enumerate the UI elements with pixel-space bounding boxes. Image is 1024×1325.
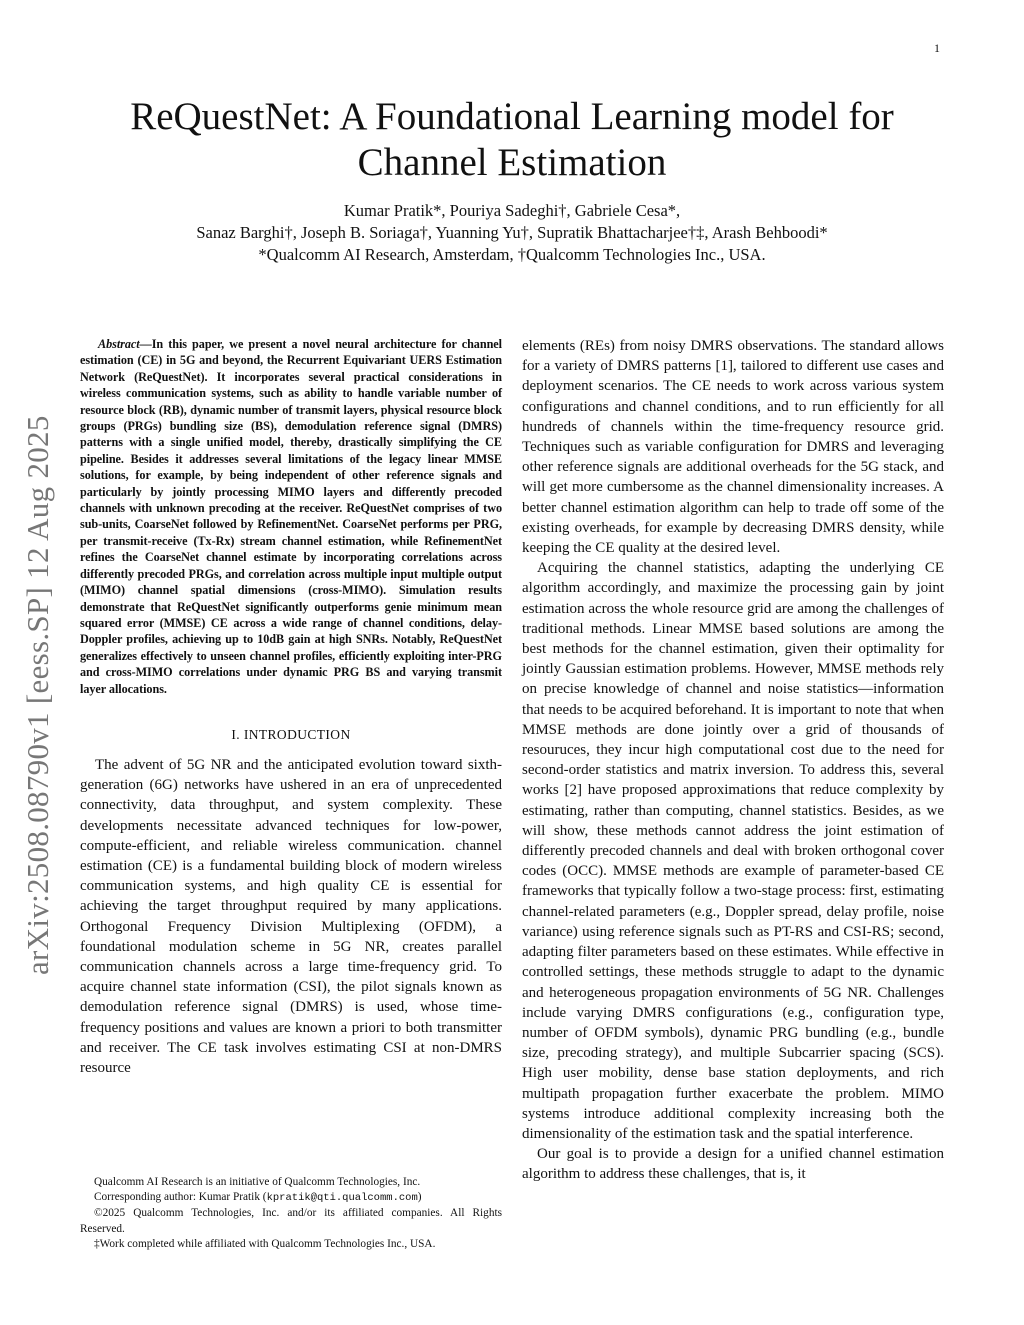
footnotes (80, 1175, 502, 1252)
left-column (80, 336, 502, 1078)
abstract-label: Abstract— (98, 337, 152, 351)
footnote-copyright: ©2025 Qualcomm Technologies, Inc. and/or its affiliated companies. All Rights Reserved. (80, 1207, 502, 1235)
author-block (80, 200, 944, 266)
body-paragraph-1: elements (REs) from noisy DMRS observations. The standard allows for a variety of DMRS patterns [1], tailored to different use cases and deployment scenarios. The CE needs to work across various system configurations and channel conditions, and to run efficiently for all hundreds of channels within the time-frequency resource grid. Techniques such as variable configuration for DMRS and leveraging other reference signals are additional overheads for the 5G stack, and will get more cumbersome as the channel dimensionality increases. A better channel estimation algorithm can help to trade off some of the existing overheads, for example by decreasing DMRS density, while keeping the CE quality at the desired level. (522, 338, 944, 557)
section-heading-introduction: I. INTRODUCTION (231, 726, 351, 742)
footnote-affiliation: ‡Work completed while affiliated with Qualcomm Technologies Inc., USA. (94, 1237, 436, 1250)
abstract (80, 336, 502, 697)
author-email-link[interactable]: kpratik@qti.qualcomm.com (266, 1192, 418, 1205)
body-paragraph-2: Acquiring the channel statistics, adapting the underlying CE algorithm accordingly, and maximize the processing gain by joint estimation across the whole resource grid are among the challenges of traditional methods. Linear MMSE based solutions are among the best methods for the channel estimation, given their optimality for jointly Gaussian estimation problems. However, MMSE methods rely on precise knowledge of channel and noise statistics—information that needs to be acquired beforehand. It is important to note that when MMSE methods are done jointly over a grid of thousands of resouruces, they incur high computational cost due to the need for second-order statistics and matrix inversion. To address this, several works [2] have proposed approximations that reduce complexity by estimating, rather than computing, channel statistics. Besides, as we will show, these methods cannot address the joint estimation of differently precoded channels and deal with broken orthogonal cover codes (OCC). MMSE methods are example of parameter-based CE frameworks that typically follow a two-stage process: first, estimating channel-related parameters (e.g., Doppler spread, delay profile, noise variance) using reference signals such as PT-RS and CSI-RS; second, adapting filter parameters based on these estimates. While effective in controlled settings, these methods struggle to adapt to the dynamic and heterogeneous propagation environments of 5G NR. Challenges include varying DMRS configurations (e.g., configuration type, number of OFDM symbols), dynamic PRG bundling (e.g., bundle size, precoding strategy), and multiple Subcarrier spacing (SCS). High user mobility, dense base station deployments, and rich multipath propagation further exacerbate the problem. MIMO systems introduce additional complexity increasing both the dimensionality of the estimation task and the spatial interference. (522, 560, 944, 1142)
affiliation-line: *Qualcomm AI Research, Amsterdam, †Qualcomm Technologies Inc., USA. (258, 245, 766, 264)
page-number: 1 (934, 41, 940, 55)
body-paragraph-3: Our goal is to provide a design for a unified channel estimation algorithm to address these challenges, that is, it (522, 1146, 944, 1183)
paper-title: ReQuestNet: A Foundational Learning model for Channel Estimation (130, 95, 894, 184)
arxiv-identifier: arXiv:2508.08790v1 [eess.SP] 12 Aug 2025 (20, 415, 55, 975)
abstract-text: In this paper, we present a novel neural architecture for channel estimation (CE) in 5G and beyond, the Recurrent Equivariant UERS Estimation Network (ReQuestNet). It incorporates several practical considerations in wireless communication systems, such as ability to handle variable number of resource block (RB), dynamic number of transmit layers, physical resource block groups (PRGs) bundling size (BS), demodulation reference signal (DMRS) patterns with a single unified model, thereby, drastically simplifying the CE pipeline. Besides it addresses several limitations of the legacy linear MMSE solutions, for example, by being independent of other reference signals and particularly by jointly processing MIMO layers and differently precoded channels with unknown precoding at the receiver. ReQuestNet comprises of two sub-units, CoarseNet followed by RefinementNet. CoarseNet performs per PRG, per transmit-receive (Tx-Rx) stream channel estimation, while RefinementNet refines the CoarseNet channel estimate by incorporating correlations across differently precoded PRGs, and correlation across multiple input multiple output (MIMO) channel spatial dimensions (cross-MIMO). Simulation results demonstrate that ReQuestNet significantly outperforms genie minimum mean squared error (MMSE) CE across a wide range of channel conditions, delay-Doppler profiles, achieving up to 10dB gain at high SNRs. Notably, ReQuestNet generalizes effectively to unseen channel profiles, efficiently exploiting inter-PRG and cross-MIMO correlations under dynamic PRG BS and varying transmit layer allocations. (80, 337, 502, 696)
footnote-initiative: Qualcomm AI Research is an initiative of Qualcomm Technologies, Inc. (94, 1176, 421, 1188)
intro-paragraph: The advent of 5G NR and the anticipated evolution toward sixth-generation (6G) networks have ushered in an era of unprecedented connectivity, data throughput, and system complexity. These developments necessitate advanced techniques for low-power, compute-efficient, and reliable wireless communication. channel estimation (CE) is a fundamental building block of modern wireless communication systems, and high quality CE is essential for achieving the target throughput required by many applications. Orthogonal Frequency Division Multiplexing (OFDM), a foundational modulation scheme in 5G NR, creates parallel communication channels across a large time-frequency grid. To acquire channel state information (CSI), the pilot signals known as demodulation reference signal (DMRS) is used, whose time-frequency positions and values are known a priori to both transmitter and receiver. The CE task involves estimating CSI at non-DMRS resource (80, 756, 502, 1076)
author-line-2: Sanaz Barghi†, Joseph B. Soriaga†, Yuanning Yu†, Supratik Bhattacharjee†‡, Arash Behboodi* (196, 223, 828, 242)
author-line-1: Kumar Pratik*, Pouriya Sadeghi†, Gabriele Cesa*, (343, 201, 681, 220)
footnote-corresponding-author: Corresponding author: Kumar Pratik (kpratik@qti.qualcomm.com) (94, 1191, 422, 1205)
right-column (522, 336, 944, 1185)
